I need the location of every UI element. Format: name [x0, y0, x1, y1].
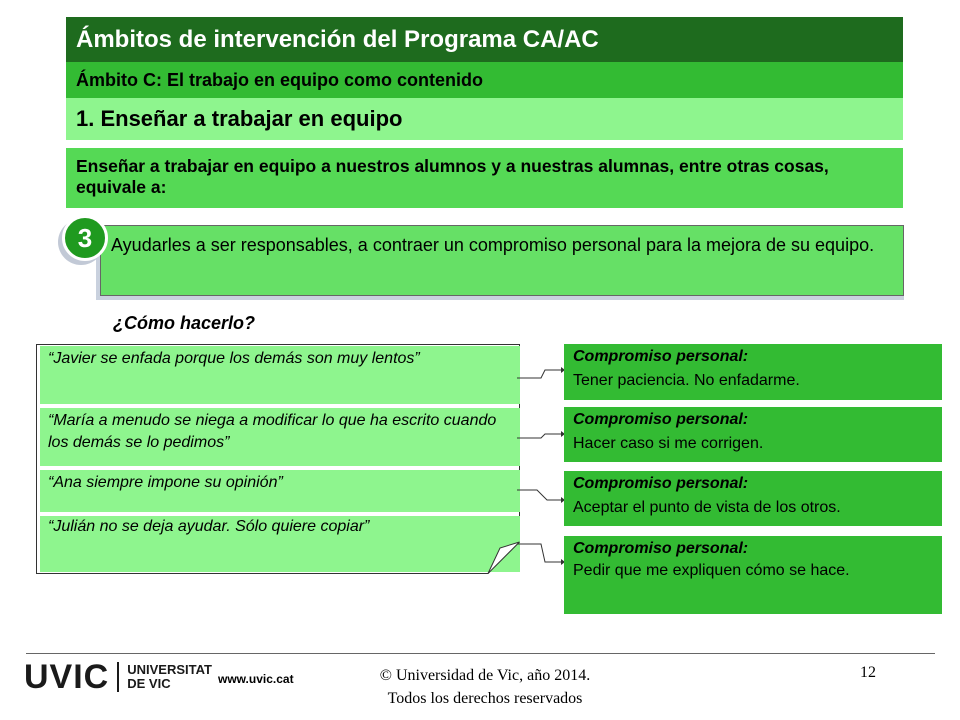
intro-text: Enseñar a trabajar en equipo a nuestros alumnos y a nuestras alumnas, entre otras cosas, equivale a: [76, 156, 829, 197]
university-logo [24, 660, 212, 694]
point-number: 3 [77, 222, 93, 253]
commitment-text: Aceptar el punto de vista de los otros. [573, 499, 841, 516]
commitment-title: Compromiso personal: [573, 475, 749, 492]
point-text: Ayudarles a ser responsables, a contraer un compromiso personal para la mejora de su equipo. [111, 235, 875, 255]
logo-separator [117, 662, 119, 692]
case-text: “Javier se enfada porque los demás son muy lentos” [48, 350, 420, 367]
intro-box [66, 148, 903, 208]
commitment-title: Compromiso personal: [573, 411, 749, 428]
copyright-line-1: © Universidad de Vic, año 2014. [379, 667, 591, 684]
commitment-text: Pedir que me expliquen cómo se hace. [573, 562, 850, 579]
connector-line [517, 370, 561, 378]
section-heading-text: 1. Enseñar a trabajar en equipo [76, 106, 403, 131]
commitment-box [564, 536, 942, 614]
cases-note [36, 344, 520, 572]
case-text: “María a menudo se niega a modificar lo que ha escrito cuando los demás se lo pedimos” [48, 412, 497, 451]
slide-subtitle [66, 62, 903, 98]
slide-title [66, 17, 903, 62]
logo-line-1: UNIVERSITAT [127, 662, 212, 677]
commitment-text: Tener paciencia. No enfadarme. [573, 372, 800, 389]
connector-arrows [515, 360, 565, 570]
logo-subtext [127, 663, 212, 691]
slide-subtitle-text: Ámbito C: El trabajo en equipo como contenido [76, 69, 484, 90]
commitment-box [564, 471, 942, 526]
footer-divider [26, 653, 935, 654]
commitment-title: Compromiso personal: [573, 348, 749, 365]
point-number-badge [62, 215, 108, 261]
page-number: 12 [860, 664, 876, 681]
slide-title-text: Ámbitos de intervención del Programa CA/AC [76, 25, 599, 53]
commitment-box [564, 344, 942, 400]
connector-line [517, 490, 561, 500]
page-curl-icon [36, 344, 520, 574]
commitment-text: Hacer caso si me corrigen. [573, 435, 764, 452]
how-label: ¿Cómo hacerlo? [113, 313, 256, 333]
commitment-title: Compromiso personal: [573, 540, 749, 557]
section-heading [66, 98, 903, 140]
case-text: “Julián no se deja ayudar. Sólo quiere copiar” [48, 518, 370, 535]
logo-line-2: DE VIC [127, 676, 171, 691]
connector-line [517, 544, 561, 562]
point-box [100, 225, 904, 296]
copyright-line-2: Todos los derechos reservados [387, 690, 583, 707]
case-text: “Ana siempre impone su opinión” [48, 474, 283, 491]
connector-line [517, 434, 561, 438]
logo-wordmark: UVIC [24, 658, 110, 696]
commitment-box [564, 407, 942, 462]
website-url[interactable]: www.uvic.cat [218, 672, 294, 686]
copyright-notice [330, 664, 640, 710]
